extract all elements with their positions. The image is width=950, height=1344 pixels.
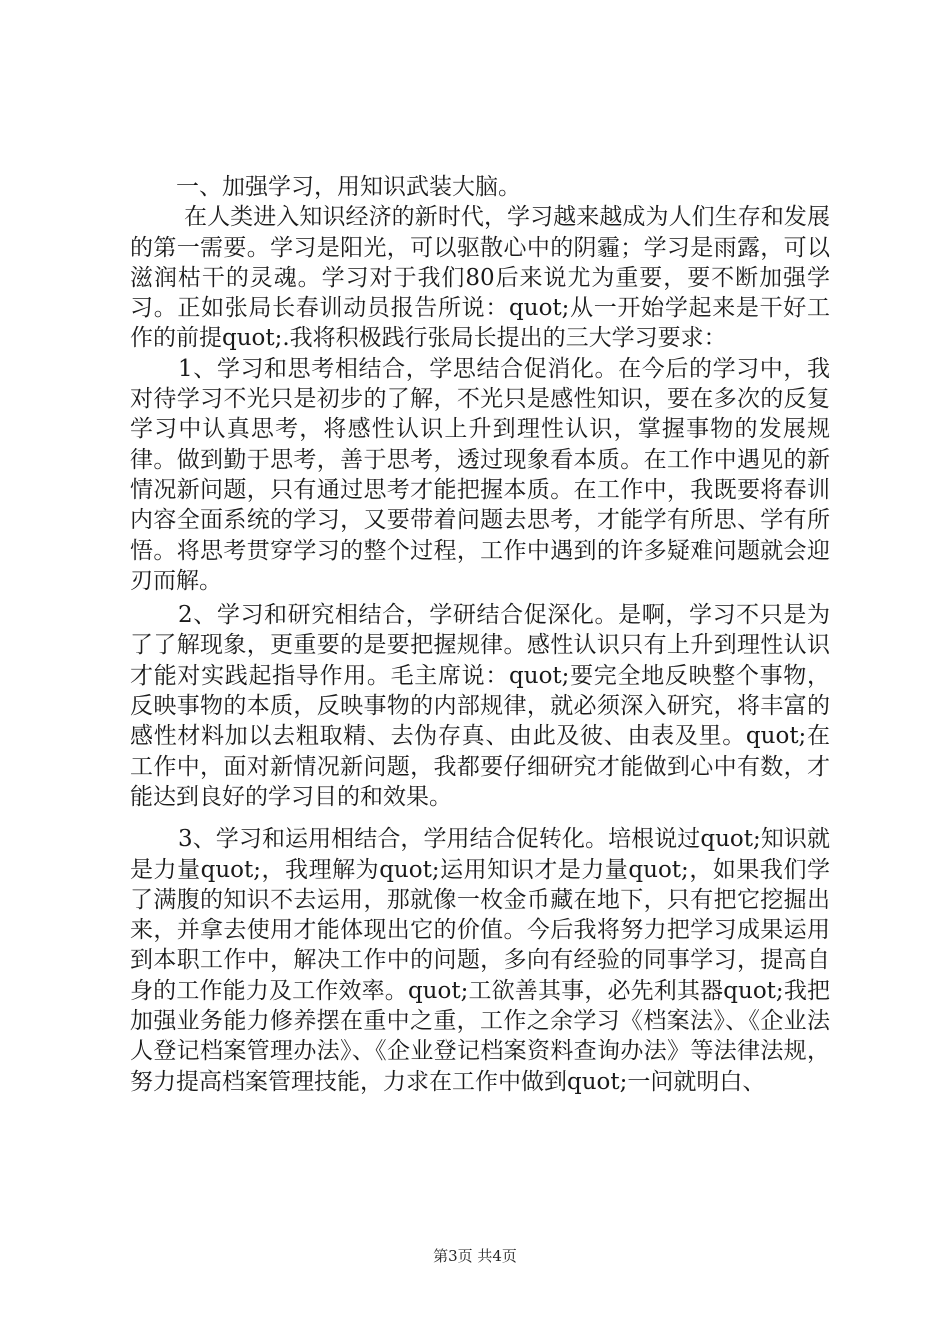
- document-body: [130, 172, 830, 1097]
- page-number-footer: 第3页 共4页: [433, 1247, 517, 1265]
- item-1-paragraph: 1、学习和思考相结合，学思结合促消化。在今后的学习中，我对待学习不光只是初步的了解，不光只是感性知识，要在多次的反复学习中认真思考，将感性认识上升到理性认识，掌握事物的发展规律。做到勤于思考，善于思考，透过现象看本质。在工作中遇见的新情况新问题，只有通过思考才能把握本质。在工作中，我既要将春训内容全面系统的学习，又要带着问题去思考，才能学有所思、学有所悟。将思考贯穿学习的整个过程，工作中遇到的许多疑难问题就会迎刃而解。: [130, 355, 830, 594]
- item-3-paragraph: 3、学习和运用相结合，学用结合促转化。培根说过quot;知识就是力量quot;，我理解为quot;运用知识才是力量quot;，如果我们学了满腹的知识不去运用，那就像一枚金币藏在地下，只有把它挖掘出来，并拿去使用才能体现出它的价值。今后我将努力把学习成果运用到本职工作中，解决工作中的问题，多向有经验的同事学习，提高自身的工作能力及工作效率。quot;工欲善其事，必先利其器quot;我把加强业务能力修养摆在重中之重，工作之余学习《档案法》、《企业法人登记档案管理办法》、《企业登记档案资料查询办法》等法律法规，努力提高档案管理技能，力求在工作中做到quot;一问就明白、: [130, 826, 830, 1095]
- section-heading: 一、加强学习，用知识武装大脑。: [176, 174, 521, 200]
- item-2-paragraph: 2、学习和研究相结合，学研结合促深化。是啊，学习不只是为了了解现象，更重要的是要把握规律。感性认识只有上升到理性认识才能对实践起指导作用。毛主席说：quot;要完全地反映整个事物，反映事物的本质，反映事物的内部规律，就必须深入研究，将丰富的感性材料加以去粗取精、去伪存真、由此及彼、由表及里。quot;在工作中，面对新情况新问题，我都要仔细研究才能做到心中有数，才能达到良好的学习目的和效果。: [130, 602, 830, 810]
- intro-paragraph: 在人类进入知识经济的新时代，学习越来越成为人们生存和发展的第一需要。学习是阳光，可以驱散心中的阴霾；学习是雨露，可以滋润枯干的灵魂。学习对于我们80后来说尤为重要，要不断加强学习。正如张局长春训动员报告所说：quot;从一开始学起来是干好工作的前提quot;.我将积极践行张局长提出的三大学习要求：: [130, 204, 830, 352]
